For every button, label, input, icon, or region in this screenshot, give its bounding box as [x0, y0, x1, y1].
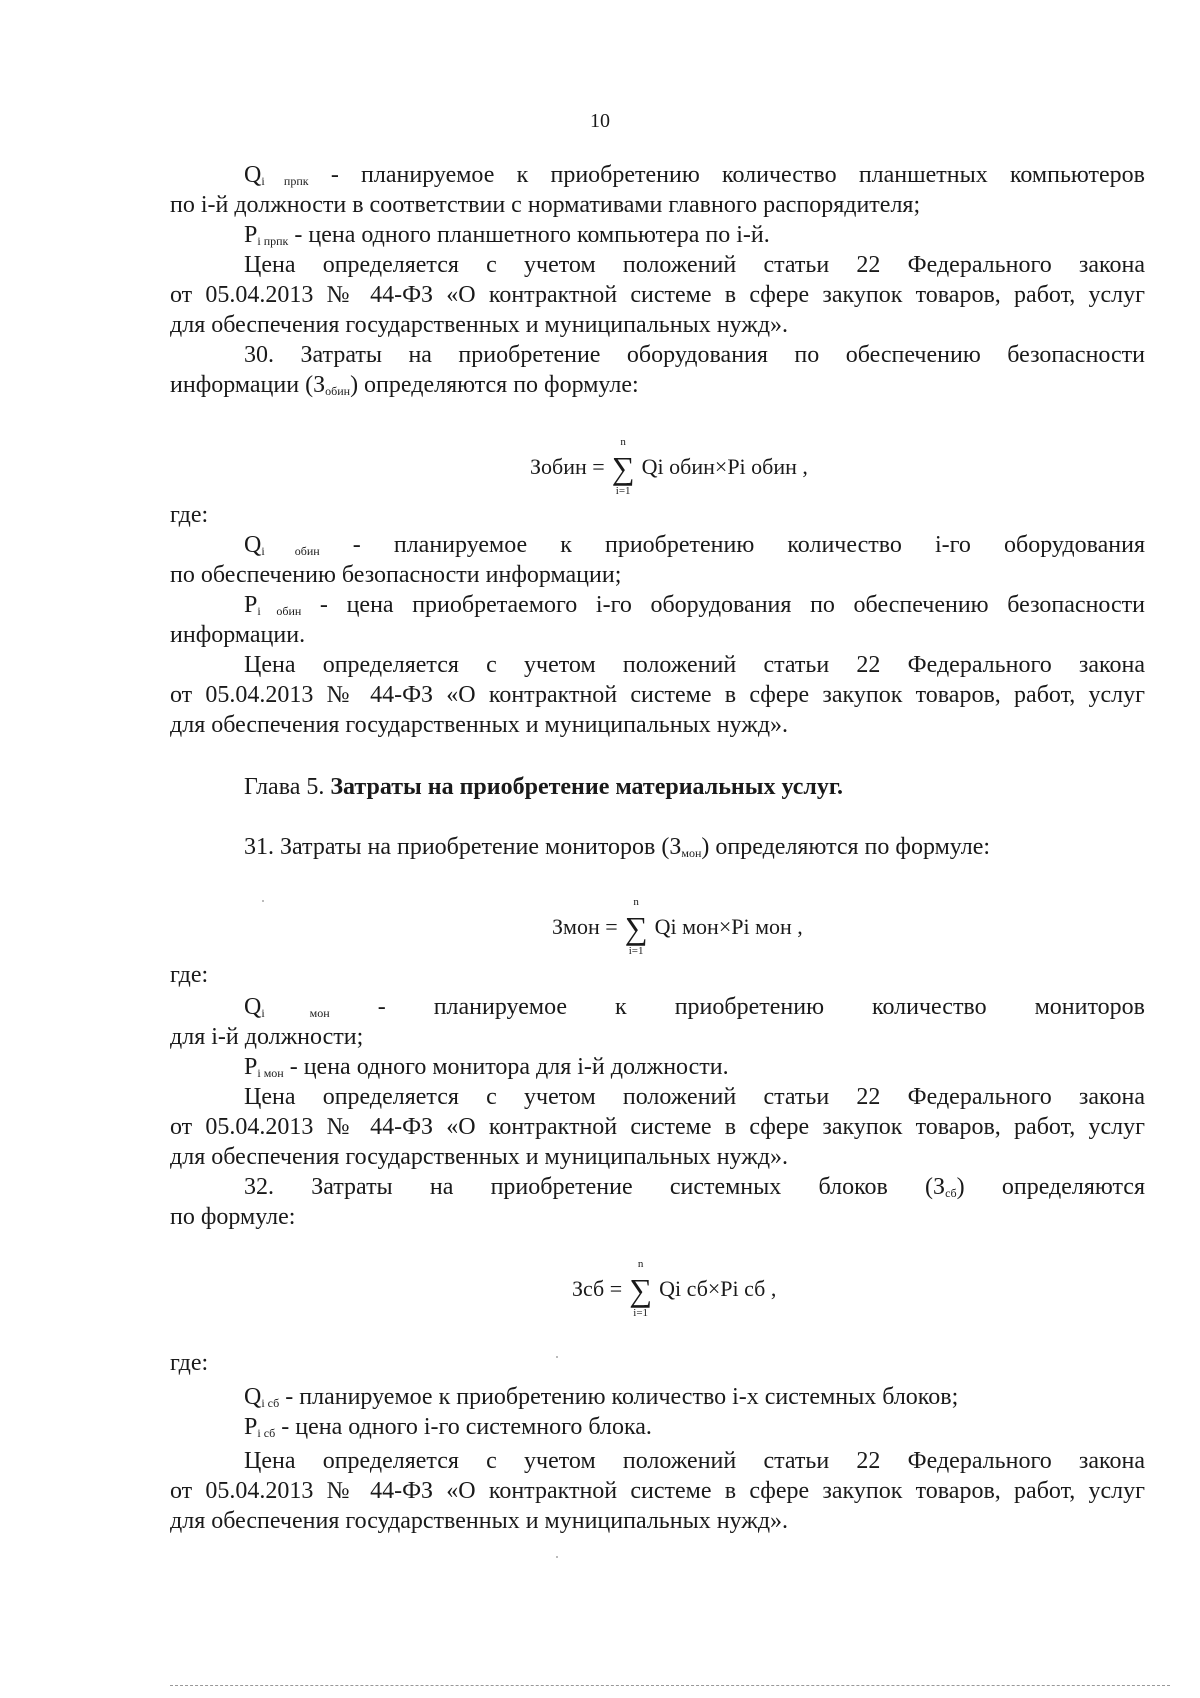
sum-lower-limit: i=1: [628, 945, 644, 957]
sum-lower-limit: i=1: [615, 485, 631, 497]
q-subscript: i обин: [261, 544, 320, 558]
formula-rhs: Qi обин×Pi обин ,: [641, 454, 808, 479]
q-subscript: i мон: [261, 1006, 330, 1020]
text-run: ) определяются: [956, 1174, 1145, 1200]
chapter-heading: [244, 772, 1145, 802]
sum-sigma: ∑ n i=1: [624, 896, 648, 957]
price-note-line: Цена определяется с учетом положений статьи 22 Федерального закона: [244, 1448, 1145, 1474]
section-30-intro: 30. Затраты на приобретение оборудования по обеспечению безопасности: [244, 342, 1145, 368]
block-price-def: [244, 1412, 1145, 1448]
sum-upper-limit: n: [620, 436, 626, 448]
q-symbol: Q: [244, 1384, 262, 1410]
scan-speck: [556, 1356, 558, 1358]
price-note-line: Цена определяется с учетом положений статьи 22 Федерального закона: [244, 652, 1145, 678]
def-text: - планируемое к приобретению количество i-х системных блоков;: [279, 1384, 959, 1410]
bottom-rule: [170, 1685, 1170, 1686]
p-symbol: P: [244, 592, 258, 618]
text-line: по формуле:: [170, 1204, 296, 1230]
p-symbol: P: [244, 1414, 258, 1440]
text-run: 31. Затраты на приобретение мониторов (З: [244, 834, 682, 860]
section-31-intro: [244, 832, 1145, 868]
price-note-line: от 05.04.2013 № 44-ФЗ «О контрактной системе в сфере закупок товаров, работ, услуг: [170, 282, 1145, 308]
price-note-line: Цена определяется с учетом положений статьи 22 Федерального закона: [244, 252, 1145, 278]
formula-rhs: Qi сб×Pi сб ,: [659, 1276, 777, 1301]
sum-sigma: ∑ n i=1: [611, 436, 635, 497]
def-text: - цена одного монитора для i-й должности.: [283, 1054, 729, 1080]
formula-32: [572, 1258, 777, 1319]
text-line: для i-й должности;: [170, 1024, 364, 1050]
chapter-number: Глава 5.: [244, 774, 331, 800]
price-note-line: для обеспечения государственных и муниципальных нужд».: [170, 712, 789, 738]
formula-30: [530, 436, 808, 497]
text-line: информации.: [170, 622, 306, 648]
text-run: ) определяются по формуле:: [701, 834, 991, 860]
p-subscript: i обин: [257, 604, 302, 618]
where-label: где:: [170, 1350, 209, 1376]
chapter-title: Затраты на приобретение материальных услуг.: [330, 774, 844, 800]
sum-upper-limit: n: [633, 896, 639, 908]
p-symbol: P: [244, 222, 258, 248]
section-30-intro-cont: [170, 370, 1145, 406]
sum-lower-limit: i=1: [633, 1307, 649, 1319]
subscript: сб: [945, 1186, 957, 1200]
def-text: - цена одного i-го системного блока.: [275, 1414, 652, 1440]
text-line: по обеспечению безопасности информации;: [170, 562, 622, 588]
formula-lhs: Зобин =: [530, 454, 605, 479]
scan-speck: [262, 900, 264, 902]
formula-lhs: Зсб =: [572, 1276, 623, 1301]
where-label: где:: [170, 502, 209, 528]
price-note-line: для обеспечения государственных и муниципальных нужд».: [170, 312, 789, 338]
subscript: обин: [325, 384, 351, 398]
price-note-line: для обеспечения государственных и муниципальных нужд».: [170, 1508, 789, 1534]
formula-31: [552, 896, 803, 957]
p-subscript: i прпк: [257, 234, 289, 248]
p-subscript: i сб: [257, 1426, 276, 1440]
def-text: - планируемое к приобретению количество планшетных компьютеров: [308, 162, 1145, 188]
text-run: 32. Затраты на приобретение системных блоков (З: [244, 1174, 946, 1200]
def-text: - планируемое к приобретению количество i-го оборудования: [319, 532, 1145, 558]
subscript: мон: [681, 846, 702, 860]
q-symbol: Q: [244, 532, 262, 558]
q-subscript: i сб: [261, 1396, 280, 1410]
text-line: по i-й должности в соответствии с нормативами главного распорядителя;: [170, 192, 921, 218]
page-number: 10: [590, 110, 610, 132]
price-note-line: от 05.04.2013 № 44-ФЗ «О контрактной системе в сфере закупок товаров, работ, услуг: [170, 1114, 1145, 1140]
formula-lhs: Змон =: [552, 914, 618, 939]
text-run: информации (З: [170, 372, 326, 398]
def-text: - цена приобретаемого i-го оборудования по обеспечению безопасности: [301, 592, 1145, 618]
sum-upper-limit: n: [637, 1258, 644, 1270]
q-subscript: i прпк: [261, 174, 309, 188]
p-symbol: P: [244, 1054, 258, 1080]
formula-rhs: Qi мон×Pi мон ,: [654, 914, 803, 939]
price-note-line: от 05.04.2013 № 44-ФЗ «О контрактной системе в сфере закупок товаров, работ, услуг: [170, 682, 1145, 708]
q-symbol: Q: [244, 994, 262, 1020]
def-text: - планируемое к приобретению количество мониторов: [329, 994, 1145, 1020]
scan-speck: [556, 1556, 558, 1558]
price-note-line: от 05.04.2013 № 44-ФЗ «О контрактной системе в сфере закупок товаров, работ, услуг: [170, 1478, 1145, 1504]
q-symbol: Q: [244, 162, 262, 188]
price-note-line: Цена определяется с учетом положений статьи 22 Федерального закона: [244, 1084, 1145, 1110]
def-text: - цена одного планшетного компьютера по i-й.: [288, 222, 770, 248]
p-subscript: i мон: [257, 1066, 284, 1080]
where-label: где:: [170, 962, 209, 988]
sum-sigma: ∑ n i=1: [629, 1258, 653, 1319]
text-run: ) определяются по формуле:: [350, 372, 639, 398]
price-note-line: для обеспечения государственных и муниципальных нужд».: [170, 1144, 789, 1170]
